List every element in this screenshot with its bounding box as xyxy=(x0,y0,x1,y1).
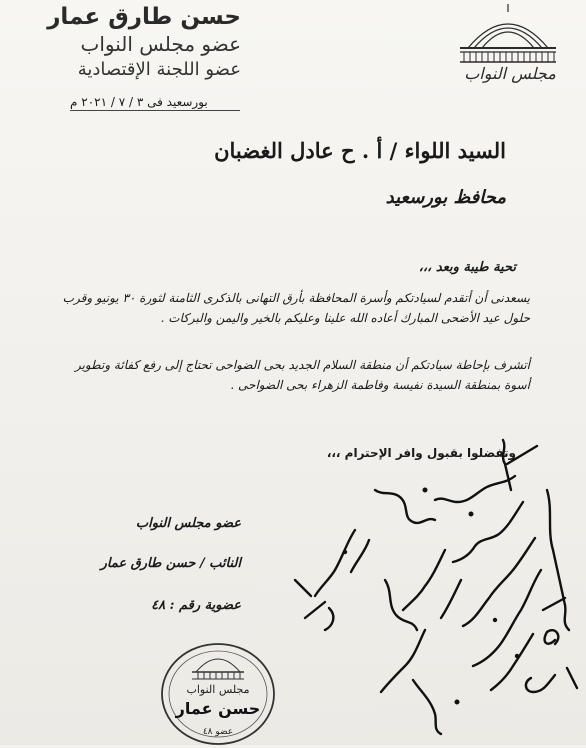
body-paragraph: أتشرف بإحاطة سيادتكم أن منطقة السلام الجديد بحى الضواحى تحتاج إلى رفع كفائة وتطوير أسوة بمنطقة السيدة نفيسة وفاطمة الزهراء بحى الضواحى . xyxy=(74,358,530,392)
body-paragraph: يسعدنى أن أتقدم لسيادتكم وأسرة المحافظة بأرق التهانى بالذكرى الثامنة لثورة ٣٠ يونيو وقرب حلول عيد الأضحى المبارك أعاده الله علينا وعليكم بالخير واليمن والبركات . xyxy=(62,291,530,325)
official-stamp xyxy=(158,638,278,748)
membership-number: عضوية رقم : ٤٨ xyxy=(151,598,241,613)
stamp-name-text: حسن عمار xyxy=(175,699,261,718)
sender-role: عضو مجلس النواب xyxy=(80,32,241,56)
stamp-top-text: مجلس النواب xyxy=(186,683,250,696)
handwritten-annotation xyxy=(285,430,585,745)
stamp-number-text: عضو ٤٨ xyxy=(202,727,234,737)
greeting: تحية طيبة وبعد ،،، xyxy=(418,260,516,275)
letter-date: بورسعيد فى ٣ / ٧ / ٢٠٢١ م xyxy=(70,95,240,111)
signature-name: النائب / حسن طارق عمار xyxy=(100,556,241,571)
signature-role: عضو مجلس النواب xyxy=(135,516,241,531)
sender-name: حسن طارق عمار xyxy=(47,4,241,30)
logo-label: مجلس النواب xyxy=(464,64,556,83)
closing-line: وتفضلوا بقبول وافر الإحترام ،،، xyxy=(326,446,516,460)
recipient-title: محافظ بورسعيد xyxy=(385,187,506,208)
recipient-line: السيد اللواء / أ . ح عادل الغضبان xyxy=(214,138,506,163)
sender-committee: عضو اللجنة الإقتصادية xyxy=(77,59,241,80)
